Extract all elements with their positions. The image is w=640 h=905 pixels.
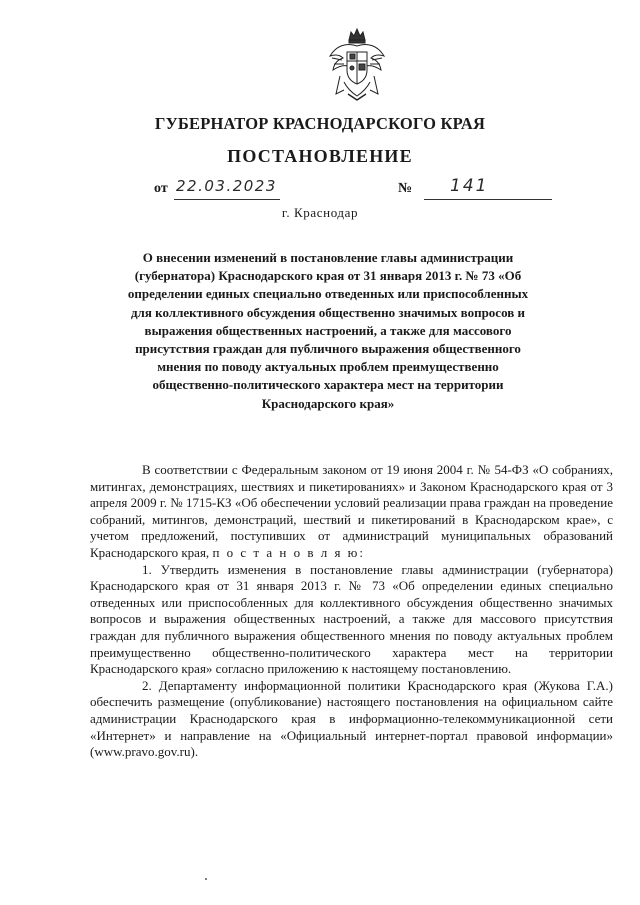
document-title: О внесении изменений в постановление главы администрации (губернатора) Краснодарского края от 31 января 2013 г. № 73 «Об определении единых специально отведенных или приспособленных для коллективного обсуждения общественно значимых вопросов и выражения общественных настроений, а также для массового присутствия граждан для публичного выражения общественного мнения по поводу актуальных проблем преимущественно общественно-политического характера мест на территории Краснодарского края»: [127, 250, 529, 411]
number-value: 141: [450, 176, 489, 196]
coat-of-arms-icon: [326, 24, 388, 104]
number-prefix: №: [398, 181, 413, 196]
date-underline: [174, 199, 280, 200]
preamble-paragraph: [90, 462, 613, 562]
document-type: ПОСТАНОВЛЕНИЕ: [227, 146, 413, 166]
item-2-paragraph: 2. Департаменту информационной политики Краснодарского края (Жукова Г.А.) обеспечить размещение (опубликование) настоящего постановления на официальном сайте администрации Краснодарского края в информационно-телекоммуникационной сети «Интернет» и направление на «Официальный интернет-портал правовой информации» (www.pravo.gov.ru).: [90, 677, 613, 760]
document-body: [90, 462, 613, 761]
date-prefix: от: [154, 181, 168, 196]
item-1-paragraph: 1. Утвердить изменения в постановление главы администрации (губернатора) Краснодарского края от 31 января 2013 г. № 73 «Об определении единых специально отведенных или приспособленных для коллективного обсуждения общественно значимых вопросов и выражения общественных настроений, а также для массового присутствия граждан для публичного выражения общественного мнения по поводу актуальных проблем преимущественно общественно-политического характера мест на территории Краснодарского края» согласно приложению к настоящему постановлению.: [90, 561, 613, 677]
date-value: 22.03.2023: [176, 177, 277, 195]
organization-title: ГУБЕРНАТОР КРАСНОДАРСКОГО КРАЯ: [154, 114, 486, 133]
scan-dot: [205, 878, 207, 880]
number-field: [398, 176, 489, 197]
city: г. Краснодар: [281, 205, 359, 220]
number-underline: [424, 199, 552, 200]
preamble-text: В соответствии с Федеральным законом от 19 июня 2004 г. № 54-ФЗ «О собраниях, митингах, демонстрациях, шествиях и пикетированиях» и Законом Краснодарского края от 3 апреля 2009 г. № 1715-КЗ «Об обеспечении условий реализации права граждан на проведение собраний, митингов, демонстраций, шествий и пикетирований в Краснодарском крае», с учетом предложений, поступивших от администраций муниципальных образований Краснодарского края,: [90, 462, 613, 560]
date-field: [154, 177, 277, 197]
decree-word: п о с т а н о в л я ю:: [212, 544, 366, 560]
